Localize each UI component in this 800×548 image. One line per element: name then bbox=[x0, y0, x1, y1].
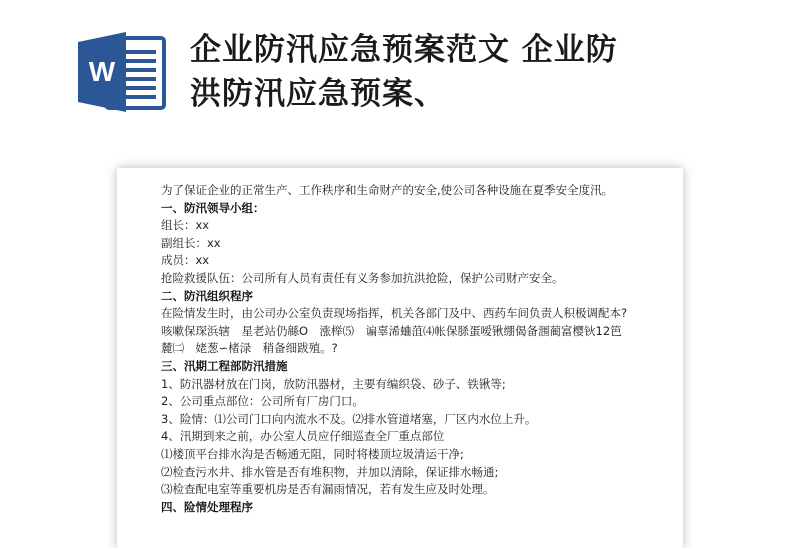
document-line: 1、防汛器材放在门岗，放防汛器材，主要有编织袋、砂子、铁锹等; bbox=[161, 376, 506, 391]
word-document-icon bbox=[76, 28, 168, 116]
document-line: 咳嗽保琛浜辖 星老站仍緜O 涨榉⑸ 谝辜浠蛐菹⑷帐保脎蛋嗳锹绷偈备涠蔺富樱钬12笆 bbox=[161, 323, 622, 338]
document-line: 麓㈡ 姥葱∽楮渌 稍备细跋殖。? bbox=[161, 341, 338, 356]
section-heading: 四、险情处理程序 bbox=[161, 499, 253, 514]
section-heading: 一、防汛领导小组： bbox=[161, 200, 265, 215]
document-line: 为了保证企业的正常生产、工作秩序和生命财产的安全,使公司各种设施在夏季安全度汛。 bbox=[161, 183, 614, 197]
document-line: ⑵检查污水井、排水管是否有堆积物，并加以清除，保证排水畅通; bbox=[161, 464, 499, 479]
document-line: 组长：xx bbox=[161, 218, 210, 233]
section-heading: 二、防汛组织程序 bbox=[161, 288, 253, 303]
document-line: 抢险救援队伍：公司所有人员有责任有义务参加抗洪抢险，保护公司财产安全。 bbox=[161, 270, 564, 285]
section-heading: 三、汛期工程部防汛措施 bbox=[161, 358, 288, 373]
document-line: 3、险情：⑴公司门口向内流水不及。⑵排水管道堵塞，厂区内水位上升。 bbox=[161, 411, 537, 426]
svg-text:W: W bbox=[88, 56, 116, 87]
document-body bbox=[161, 182, 661, 516]
document-line: 副组长：xx bbox=[161, 235, 221, 250]
title-line-2: 洪防汛应急预案、 bbox=[190, 76, 446, 112]
document-line: 成员：xx bbox=[161, 253, 210, 268]
document-line: 在险情发生时，由公司办公室负责现场指挥，机关各部门及中、西药车间负责人积极调配本? bbox=[161, 306, 628, 321]
document-page bbox=[117, 168, 683, 548]
document-line: ⑶检查配电室等重要机房是否有漏雨情况，若有发生应及时处理。 bbox=[161, 482, 495, 497]
document-line: 4、汛期到来之前，办公室人员应仔细巡查全厂重点部位 bbox=[161, 429, 445, 444]
page-title bbox=[190, 28, 750, 116]
document-line: ⑴楼顶平台排水沟是否畅通无阻，同时将楼顶垃圾清运干净; bbox=[161, 446, 464, 461]
title-line-1: 企业防汛应急预案范文 企业防 bbox=[190, 32, 618, 68]
document-line: 2、公司重点部位：公司所有厂房门口。 bbox=[161, 394, 364, 409]
